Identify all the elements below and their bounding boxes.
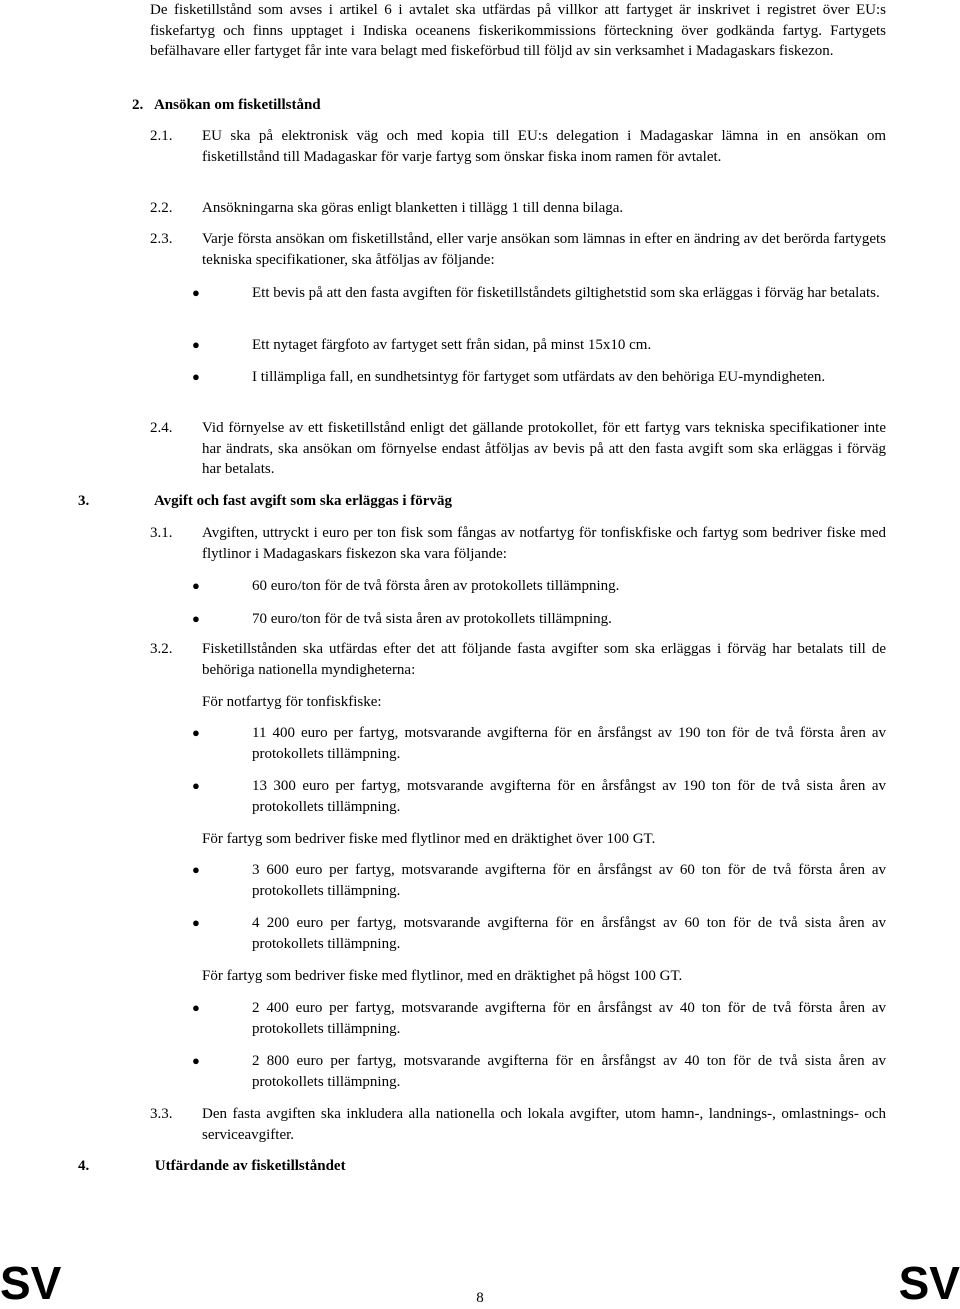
item-text: EU ska på elektronisk väg och med kopia till EU:s delegation i Madagaskar lämna in en ansökan om fisketillstånd till Madagaskar för varje fartyg som önskar fiska inom ramen för avtalet. (202, 128, 886, 165)
list-item (192, 860, 886, 901)
group-label: För fartyg som bedriver fiske med flytlinor med en dräktighet över 100 GT. (202, 831, 656, 847)
intro-paragraph: De fisketillstånd som avses i artikel 6 i avtalet ska utfärdas på villkor att fartyget är inskrivet i registret över EU:s fiskefartyg och finns upptaget i Indiska oceanens fiskerikommissions förteckning över godkända fartyg. Fartygets befälhavare eller fartyget får inte vara belagt med fiskeförbud till följd av sin verksamhet i Madagaskars fiskezon. (150, 2, 886, 59)
item-2-1 (150, 126, 886, 167)
bullet-icon: ● (192, 578, 200, 593)
page-number: 8 (476, 1290, 484, 1306)
item-3-3 (150, 1104, 886, 1145)
item-number: 3.3. (150, 1106, 173, 1122)
list-item (192, 335, 886, 356)
item-text: Varje första ansökan om fisketillstånd, eller varje ansökan som lämnas in efter en ändring av det berörda fartygets tekniska specifikationer, ska åtföljas av följande: (202, 231, 886, 268)
item-2-4 (150, 418, 886, 480)
item-2-2 (150, 198, 886, 219)
item-number: 2.2. (150, 200, 173, 216)
section-title: Ansökan om fisketillstånd (153, 97, 321, 113)
list-item (192, 913, 886, 954)
item-number: 3.2. (150, 641, 173, 657)
item-number: 3.1. (150, 525, 173, 541)
item-text: Den fasta avgiften ska inkludera alla nationella och lokala avgifter, utom hamn-, landnings-, omlastnings- och serviceavgifter. (202, 1106, 886, 1143)
item-2-3 (150, 229, 886, 270)
list-item (192, 998, 886, 1039)
list-item-text: 2 400 euro per fartyg, motsvarande avgifterna för en årsfångst av 40 ton för de två första åren av protokollets tillämpning. (252, 1000, 886, 1037)
section-title: Utfärdande av fisketillståndet (154, 1158, 346, 1174)
group-label: För fartyg som bedriver fiske med flytlinor, med en dräktighet på högst 100 GT. (202, 968, 683, 984)
section-number: 4. (78, 1158, 90, 1174)
item-number: 2.1. (150, 128, 173, 144)
section-number: 3. (78, 493, 90, 509)
list-item-text: 4 200 euro per fartyg, motsvarande avgifterna för en årsfångst av 60 ton för de två sista åren av protokollets tillämpning. (252, 915, 886, 952)
list-item-text: 3 600 euro per fartyg, motsvarande avgifterna för en årsfångst av 60 ton för de två första åren av protokollets tillämpning. (252, 862, 886, 899)
bullet-icon: ● (192, 725, 200, 740)
list-item-text: I tillämpliga fall, en sundhetsintyg för fartyget som utfärdats av den behöriga EU-myndigheten. (252, 369, 826, 385)
item-number: 2.3. (150, 231, 173, 247)
list-item (192, 576, 886, 597)
list-item-text: 13 300 euro per fartyg, motsvarande avgifterna för en årsfångst av 190 ton för de två sista åren av protokollets tillämpning. (252, 778, 886, 815)
list-item-text: 60 euro/ton för de två första åren av protokollets tillämpning. (252, 578, 620, 594)
group-label: För notfartyg för tonfiskfiske: (202, 694, 382, 710)
item-text: Vid förnyelse av ett fisketillstånd enligt det gällande protokollet, för ett fartyg vars tekniska specifikationer inte har ändrats, ska ansökan om förnyelse endast åtföljas av bevis på att den fasta avgift som ska erläggas i förväg har betalats. (202, 420, 886, 477)
list-item-text: 70 euro/ton för de två sista åren av protokollets tillämpning. (252, 611, 612, 627)
item-text: Ansökningarna ska göras enligt blanketten i tillägg 1 till denna bilaga. (202, 200, 624, 216)
item-number: 2.4. (150, 420, 173, 436)
bullet-icon: ● (192, 862, 200, 877)
bullet-icon: ● (192, 1053, 200, 1068)
bullet-icon: ● (192, 285, 200, 300)
section-title: Avgift och fast avgift som ska erläggas i förväg (153, 493, 452, 509)
bullet-icon: ● (192, 915, 200, 930)
section-heading-2 (132, 95, 321, 116)
item-3-1 (150, 523, 886, 564)
list-item (192, 283, 886, 304)
list-item (192, 1051, 886, 1092)
bullet-icon: ● (192, 778, 200, 793)
list-item-text: 2 800 euro per fartyg, motsvarande avgifterna för en årsfångst av 40 ton för de två sista åren av protokollets tillämpning. (252, 1053, 886, 1090)
item-text: Fisketillstånden ska utfärdas efter det att följande fasta avgifter som ska erläggas i förväg har betalats till de behöriga nationella myndigheterna: (202, 641, 886, 678)
section-number: 2. (132, 97, 144, 113)
section-heading-3 (78, 491, 452, 512)
list-item (192, 723, 886, 764)
list-item (192, 776, 886, 817)
item-3-2 (150, 639, 886, 680)
list-item-text: Ett bevis på att den fasta avgiften för fisketillståndets giltighetstid som ska erläggas i förväg har betalats. (252, 285, 880, 301)
bullet-icon: ● (192, 611, 200, 626)
section-heading-4 (78, 1156, 346, 1177)
item-text: Avgiften, uttryckt i euro per ton fisk som fångas av notfartyg för tonfiskfiske och fartyg som bedriver fiske med flytlinor i Madagaskars fiskezon ska vara följande: (202, 525, 886, 562)
bullet-icon: ● (192, 337, 200, 352)
list-item-text: 11 400 euro per fartyg, motsvarande avgifterna för en årsfångst av 190 ton för de två första åren av protokollets tillämpning. (252, 725, 886, 762)
list-item (192, 367, 886, 388)
language-code-right: SV (898, 1257, 960, 1309)
bullet-icon: ● (192, 369, 200, 384)
list-item (192, 609, 886, 630)
list-item-text: Ett nytaget färgfoto av fartyget sett från sidan, på minst 15x10 cm. (252, 337, 652, 353)
bullet-icon: ● (192, 1000, 200, 1015)
language-code-left: SV (0, 1257, 62, 1309)
